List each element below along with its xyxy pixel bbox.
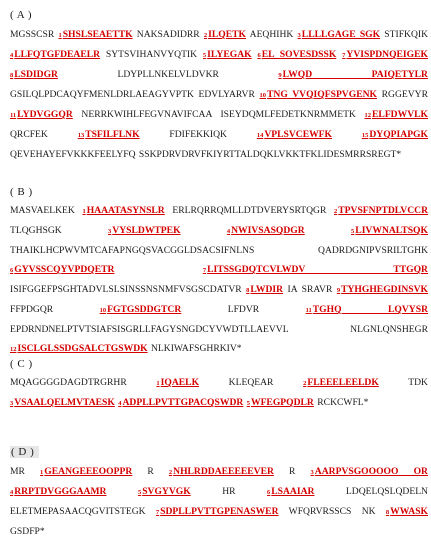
peptide-number: 11	[305, 307, 312, 314]
peptide	[337, 284, 428, 295]
sequence-text: FDIFEKKIQK	[139, 129, 257, 140]
sequence-text: FFPDGQR	[10, 304, 100, 315]
peptide	[298, 29, 381, 40]
sequence-text: MQAGGGGDAGDTRGRHR	[10, 377, 157, 388]
peptide-number: 4	[10, 52, 14, 59]
sequence-text: MGSSCSR	[10, 29, 59, 40]
peptide-number: 2	[203, 32, 208, 39]
peptide	[246, 284, 283, 295]
peptide-number: 5	[351, 228, 355, 235]
panel-c-label: ( C )	[10, 358, 33, 370]
peptide-number: 10	[259, 92, 266, 99]
peptide	[267, 486, 314, 497]
peptide-number: 4	[10, 489, 14, 496]
peptide-number: 12	[10, 346, 17, 353]
peptide-number: 5	[137, 489, 142, 496]
peptide	[10, 49, 100, 60]
sequence-text: QEVEHAYEFVKKKFEELYFQ SSKPDRVDRVFKIYRTTALDQKLVKKTFKLIDESMRRSREGT*	[10, 149, 402, 160]
peptide	[138, 486, 191, 497]
sequence-text: IA SRAVR	[283, 284, 337, 295]
sequence-text: AEQHIHK	[245, 29, 298, 40]
peptide-sequence: GEANGEEEOOPPR	[44, 466, 133, 477]
sequence-text: NERRKWIHLFEGVNAVIFCAA ISEYDQMLFEDETKNRMMETK	[72, 109, 365, 120]
peptide-number: 8	[246, 287, 250, 294]
peptide-number: 1	[156, 380, 160, 387]
peptide-number: 15	[361, 132, 369, 139]
sequence-text: THAIKLHCPWVMTCAFAPNGQSVACGGLDSACSIFNLNS QADRDGNIPVSRILTGHK	[10, 245, 428, 256]
peptide-sequence: ILQETK	[208, 29, 246, 40]
peptide	[58, 29, 132, 40]
panel-b-sequence	[10, 201, 428, 359]
peptide	[156, 377, 199, 388]
peptide-number: 14	[256, 132, 264, 139]
peptide-number: 1	[58, 32, 62, 39]
peptide-sequence: VSAALQELMVTAESK	[14, 397, 115, 408]
sequence-text: NLKIWAFSGHRKIV*	[147, 343, 242, 354]
peptide-number: 8	[10, 72, 14, 79]
peptide-sequence: LYDVGGQR	[17, 109, 73, 120]
panel-b-label: ( B )	[10, 186, 33, 198]
peptide-number: 2	[168, 469, 173, 476]
sequence-text: TDK	[378, 377, 428, 388]
peptide	[118, 397, 243, 408]
peptide-sequence: SDPLLPVTTGPENASWER	[160, 506, 279, 517]
peptide-sequence: FGTGSDDGTCR	[107, 304, 182, 315]
panel-a-sequence	[10, 25, 428, 164]
peptide	[365, 109, 428, 120]
peptide	[108, 225, 180, 236]
peptide-number: 2	[334, 208, 338, 215]
peptide	[203, 264, 428, 275]
peptide	[227, 225, 305, 236]
peptide-sequence: VPLSVCEWFK	[264, 129, 333, 140]
peptide	[334, 205, 428, 216]
peptide	[342, 49, 428, 60]
peptide	[278, 69, 428, 80]
peptide	[306, 304, 428, 315]
peptide-number: 5	[202, 52, 207, 59]
peptide-sequence: VYSLDWTPEK	[112, 225, 181, 236]
peptide	[10, 264, 114, 275]
peptide-sequence: GYVSSCQYVPDQETR	[14, 264, 115, 275]
peptide	[303, 377, 379, 388]
peptide-number: 3	[297, 32, 301, 39]
peptide	[257, 49, 336, 60]
peptide-sequence: ISCLGLSSDGSALCTGSWDK	[17, 343, 148, 354]
peptide-number: 1	[40, 469, 44, 476]
peptide-number: 12	[364, 112, 372, 119]
peptide-sequence: TNG VVQIQFSPVGENK	[267, 89, 377, 100]
sequence-text: LFDVR	[181, 304, 306, 315]
sequence-text: RGGEVYR	[377, 89, 428, 100]
peptide-sequence: ILYEGAK	[207, 49, 252, 60]
peptide-number: 4	[226, 228, 231, 235]
peptide-sequence: ELFDWVLK	[372, 109, 428, 120]
peptide-sequence: NHLRDDAEEEEEVER	[173, 466, 274, 477]
peptide-sequence: RRPTDVGGGAAMR	[14, 486, 107, 497]
peptide-number: 7	[202, 267, 207, 274]
peptide-sequence: DYQPIAPGK	[369, 129, 428, 140]
peptide	[156, 506, 279, 517]
sequence-text: HR	[190, 486, 267, 497]
sequence-text: RCKCWFL*	[313, 397, 369, 408]
sequence-text: EPDRNDNELPTVTSIAFSISGRLLFAGYSNGDCYVWDTLLAEVVL NLGNLQNSHEGR	[10, 324, 428, 335]
sequence-text: QRCFEK	[10, 129, 78, 140]
peptide	[78, 129, 140, 140]
peptide	[100, 304, 182, 315]
peptide	[351, 225, 428, 236]
peptide-sequence: SVGYVGK	[142, 486, 191, 497]
sequence-text: GSILQLPDCAQYFMENLDRLAEAGYVPTK EDVLYARVR	[10, 89, 260, 100]
peptide-number: 7	[342, 52, 346, 59]
sequence-text: R	[132, 466, 169, 477]
peptide-number: 9	[278, 72, 282, 79]
peptide-sequence: IQAELK	[160, 377, 200, 388]
peptide	[10, 397, 115, 408]
sequence-text: LDYPLLNKELVLDVKR	[57, 69, 279, 80]
peptide-number: 4	[118, 400, 122, 407]
sequence-text: ISIFGGEFPSGHTADVLSLSINSSNSNMFVSGSCDATVR	[10, 284, 247, 295]
peptide-sequence: LLFQTGFDEAELR	[14, 49, 101, 60]
peptide-sequence: EL SOVESDSSK	[261, 49, 337, 60]
peptide-number: 3	[10, 400, 14, 407]
peptide	[82, 205, 164, 216]
peptide-sequence: LLLLGAGE SGK	[301, 29, 381, 40]
peptide-sequence: LSAAIAR	[271, 486, 315, 497]
peptide-sequence: LITSSGDQTCVLWDV TTGQR	[207, 264, 428, 275]
sequence-text: WFQRVRSSCS NK	[278, 506, 386, 517]
sequence-text	[181, 225, 227, 236]
peptide	[10, 486, 106, 497]
peptide-sequence: ADPLLPVTTGPACQSWDR	[122, 397, 244, 408]
peptide	[386, 506, 428, 517]
peptide-number: 6	[257, 52, 261, 59]
peptide-sequence: LWQD PAIQETYLR	[282, 69, 428, 80]
peptide-sequence: TYHGHEGDINSVK	[341, 284, 428, 295]
sequence-text: MASVAELKEK	[10, 205, 83, 216]
peptide	[10, 69, 58, 80]
sequence-text: LDQELQSLQDELN ELETMEPASAACQGVITSTEGK	[10, 486, 428, 517]
peptide-sequence: WWASK	[390, 506, 428, 517]
sequence-text: NAKSADIDRR	[132, 29, 204, 40]
peptide	[362, 129, 428, 140]
peptide-number: 11	[10, 112, 17, 119]
peptide-sequence: LIVWNALTSQK	[355, 225, 428, 236]
peptide-sequence: TGHQ LQVYSR	[312, 304, 429, 315]
sequence-text	[305, 225, 351, 236]
peptide-number: 2	[303, 380, 307, 387]
peptide	[204, 29, 246, 40]
sequence-text: TLQGHSGK	[10, 225, 109, 236]
sequence-text: STIFKQIK	[380, 29, 429, 40]
peptide	[10, 343, 148, 354]
peptide-number: 9	[336, 287, 341, 294]
peptide-number: 13	[77, 132, 85, 139]
peptide-number: 3	[108, 228, 112, 235]
peptide-number: 6	[10, 267, 14, 274]
peptide-sequence: HAAATASYNSLR	[86, 205, 165, 216]
peptide-sequence: LSDIDGR	[14, 69, 58, 80]
sequence-text: R	[273, 466, 311, 477]
sequence-text	[106, 486, 137, 497]
peptide	[203, 49, 252, 60]
peptide-number: 5	[246, 400, 250, 407]
panel-c-sequence	[10, 373, 428, 413]
sequence-text: SYTSVIHANVYQTIK	[100, 49, 203, 60]
peptide-number: 3	[310, 469, 314, 476]
panel-d-label: ( D )	[10, 446, 39, 458]
peptide-sequence: TPVSFNPTDLVCCR	[338, 205, 428, 216]
peptide-sequence: WFEGPQDLR	[250, 397, 314, 408]
sequence-text: KLEQEAR	[199, 377, 304, 388]
peptide	[257, 129, 332, 140]
peptide-sequence: SHSLSEAETTK	[62, 29, 133, 40]
peptide-sequence: AARPVSGOOOOO OR	[314, 466, 428, 477]
sequence-text	[332, 129, 362, 140]
peptide-sequence: TSFILFLNK	[85, 129, 140, 140]
sequence-text: ERLRQRRQMLLDTDVERYSRTQGR	[164, 205, 335, 216]
peptide	[247, 397, 314, 408]
peptide-sequence: YVISPDNQEIGEK	[346, 49, 428, 60]
panel-a-label: ( A )	[10, 9, 33, 21]
peptide-number: 10	[99, 307, 107, 314]
peptide	[10, 109, 73, 120]
peptide-number: 7	[155, 509, 160, 516]
peptide-number: 8	[385, 509, 390, 516]
peptide	[169, 466, 274, 477]
peptide	[40, 466, 132, 477]
sequence-text	[114, 264, 202, 275]
peptide-number: 1	[82, 208, 86, 215]
peptide-sequence: FLEEELEELDK	[307, 377, 379, 388]
peptide	[260, 89, 378, 100]
sequence-text: MR	[10, 466, 41, 477]
peptide-number: 6	[267, 489, 271, 496]
peptide-sequence: NWIVSASQDGR	[231, 225, 305, 236]
sequence-text: GSDFP*	[10, 526, 45, 537]
panel-d-sequence	[10, 462, 428, 541]
peptide-sequence: LWDIR	[250, 284, 284, 295]
peptide	[311, 466, 428, 477]
